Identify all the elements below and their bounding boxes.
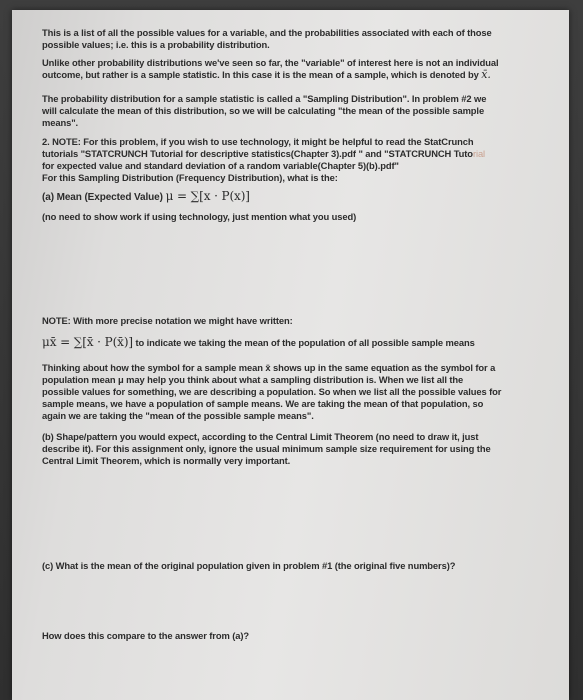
intro-line-7: means". — [42, 117, 79, 128]
intro-line-5: The probability distribution for a sample statistic is called a "Sampling Distribution". In problem #2 we — [42, 93, 487, 104]
intro-line-4-text: outcome, but rather is a sample statistic. In this case it is the mean of a sample, which is denoted by — [42, 69, 479, 80]
intro-line-3: Unlike other probability distributions we've seen so far, the "variable" of interest here is not an individual — [42, 57, 499, 68]
part-b-line-3: Central Limit Theorem, which is normally very important. — [42, 455, 291, 466]
intro-line-6: will calculate the mean of this distribution, so we will be calculating "the mean of the possible sample — [42, 105, 485, 116]
note2-formula-text: to indicate we taking the mean of the population of all possible sample means — [135, 337, 475, 348]
worksheet-page — [12, 10, 569, 700]
note-line-1: 2. NOTE: For this problem, if you wish to use technology, it might be helpful to read the StatCrunch — [42, 136, 474, 147]
thinking-line-3: possible values for something, we are describing a population. So when we list all the possible values for — [42, 386, 502, 397]
sampling-mean-formula: μx̄ = ∑[x̄ · P(x̄)] — [42, 335, 133, 349]
note2-label: NOTE: With more precise notation we might have written: — [42, 315, 293, 326]
part-b-line-2: describe it). For this assignment only, ignore the usual minimum sample size requirement for using the — [42, 443, 491, 454]
note-line-4: For this Sampling Distribution (Frequency Distribution), what is the: — [42, 172, 338, 183]
intro-line-4 — [42, 69, 557, 81]
part-c-question: (c) What is the mean of the original population given in problem #1 (the original five numbers)? — [42, 560, 456, 571]
thinking-line-1: Thinking about how the symbol for a sample mean x̄ shows up in the same equation as the symbol for a — [42, 362, 496, 373]
note-line-2 — [42, 148, 557, 160]
part-a-label: (a) Mean (Expected Value) — [42, 192, 163, 203]
note-line-2-text: tutorials "STATCRUNCH Tutorial for descriptive statistics(Chapter 3).pdf " and "STATCRUNCH Tuto — [42, 148, 473, 159]
part-c-follow-up: How does this compare to the answer from (a)? — [42, 630, 249, 641]
note-line-3: for expected value and standard deviation of a random variable(Chapter 5)(b).pdf" — [42, 160, 399, 171]
thinking-line-4: sample means, we have a population of sample means. We are taking the mean of that population, so — [42, 398, 484, 409]
part-a-line — [42, 190, 557, 204]
thinking-line-5: again we are taking the "mean of the possible sample means". — [42, 410, 314, 421]
note2-formula-line — [42, 336, 557, 349]
part-b-line-1: (b) Shape/pattern you would expect, according to the Central Limit Theorem (no need to draw it, just — [42, 431, 479, 442]
thinking-line-2: population mean μ may help you think about what a sampling distribution is. When we list all the — [42, 374, 464, 385]
intro-line-1: This is a list of all the possible values for a variable, and the probabilities associated with each of those — [42, 27, 492, 38]
expected-value-formula: μ = ∑[x · P(x)] — [165, 189, 250, 203]
sample-mean-symbol: x̄. — [481, 68, 491, 81]
note-line-2-faded: rial — [472, 148, 486, 159]
intro-line-2: possible values; i.e. this is a probability distribution. — [42, 39, 270, 50]
part-a-instruction: (no need to show work if using technology, just mention what you used) — [42, 211, 357, 222]
